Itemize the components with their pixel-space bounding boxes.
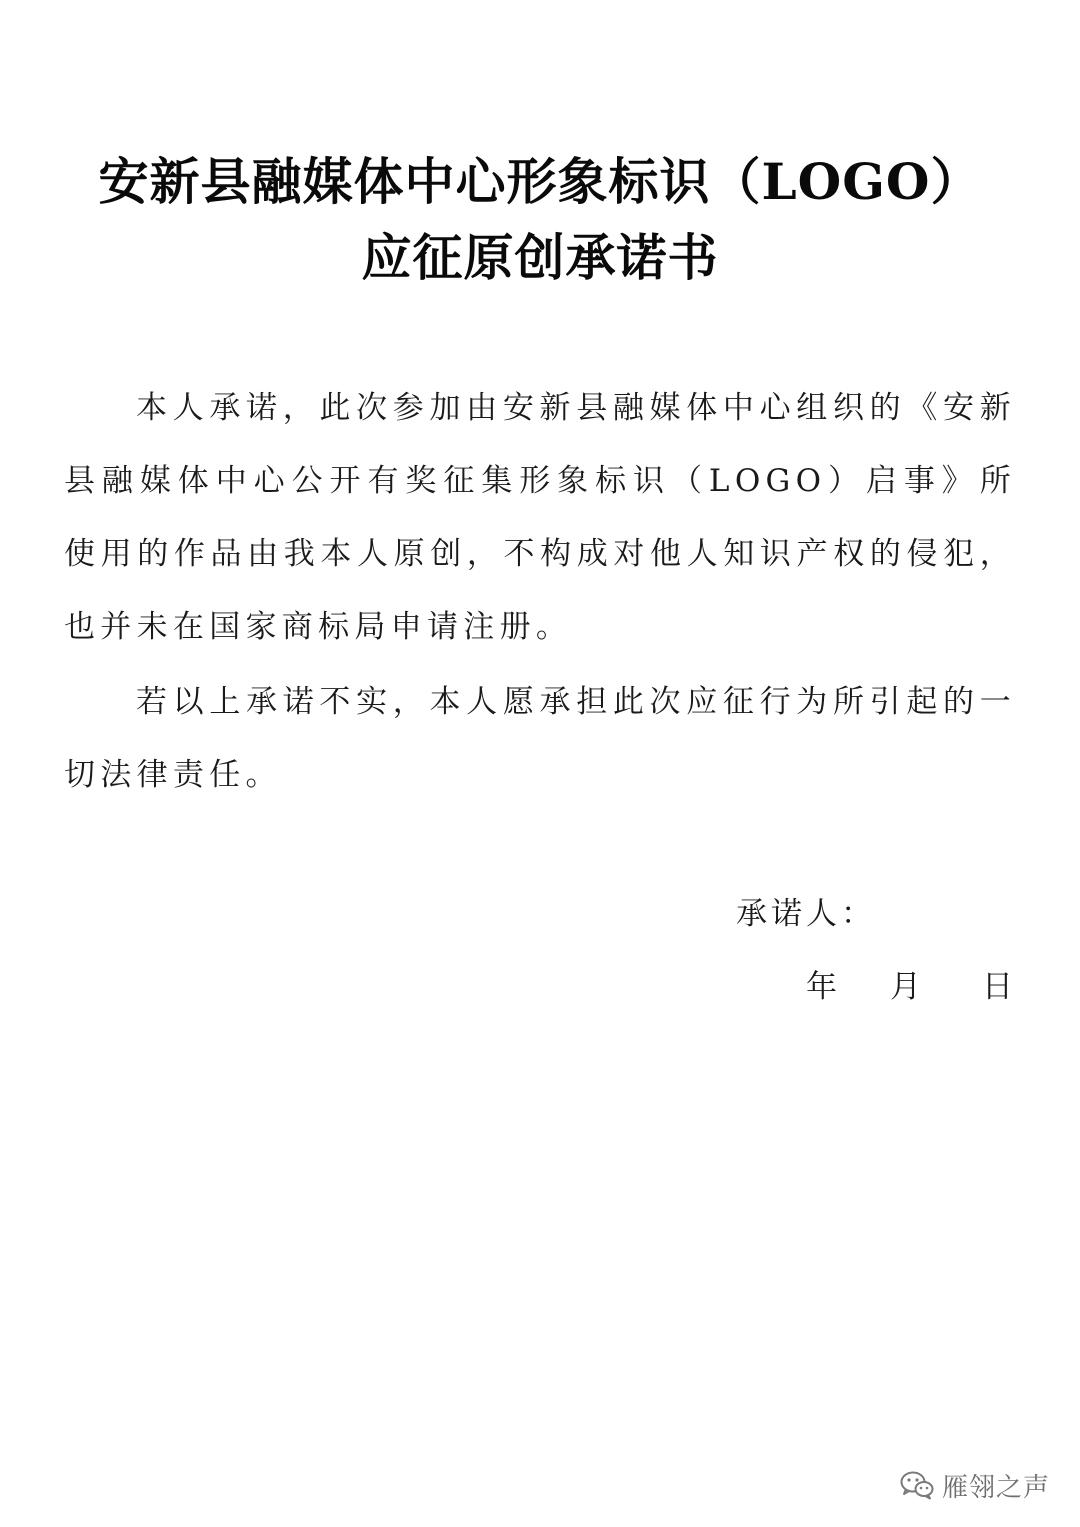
commitment-paragraph: 本人承诺，此次参加由安新县融媒体中心组织的《安新县融媒体中心公开有奖征集形象标识（LOGO）启事》所使用的作品由我本人原创，不构成对他人知识产权的侵犯，也并未在国家商标局申请注册。 <box>64 390 1016 645</box>
date-year-label: 年 <box>806 969 837 1005</box>
date-month-label: 月 <box>890 969 921 1005</box>
account-watermark <box>900 1465 1050 1505</box>
watermark-text: 雁翎之声 <box>942 1472 1051 1503</box>
document-title-line1: 安新县融媒体中心形象标识（LOGO） <box>98 152 982 211</box>
document-title-line2: 应征原创承诺书 <box>361 228 719 287</box>
signature-label: 承诺人： <box>736 896 876 932</box>
liability-paragraph: 若以上承诺不实，本人愿承担此次应征行为所引起的一切法律责任。 <box>64 684 1016 793</box>
date-day-label: 日 <box>982 969 1013 1005</box>
wechat-icon <box>900 1470 934 1500</box>
